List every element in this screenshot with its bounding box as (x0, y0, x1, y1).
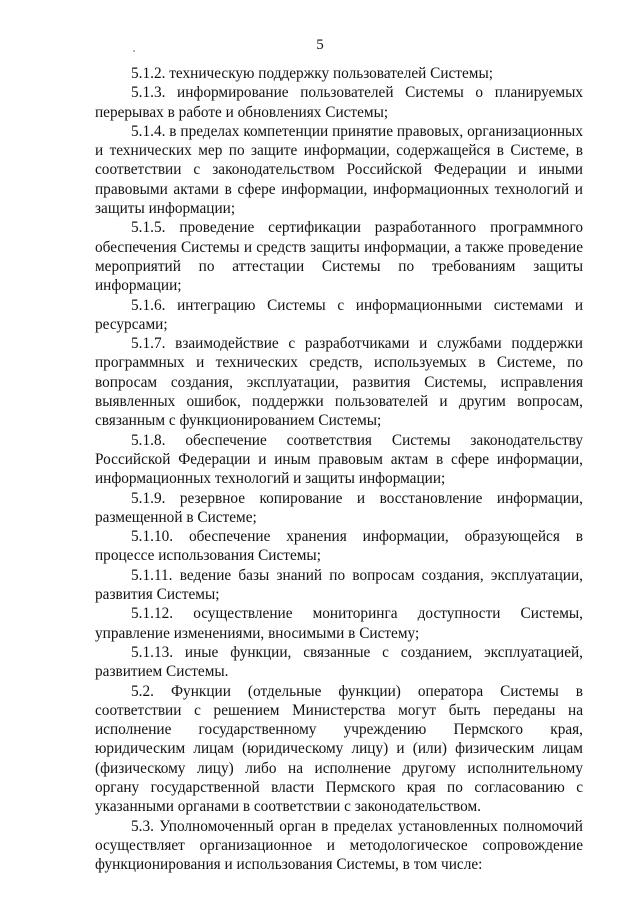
paragraph-5-1-3: 5.1.3. информирование пользователей Системы о планируемых перерывах в работе и обновлениях Системы; (95, 84, 583, 121)
paragraph-5-1-6: 5.1.6. интеграцию Системы с информационными системами и ресурсами; (95, 296, 583, 333)
paragraph-5-1-8: 5.1.8. обеспечение соответствия Системы законодательству Российской Федерации и иным правовым актам в сфере информации, информационных технологий и защиты информации; (95, 431, 583, 488)
paragraph-5-1-2: 5.1.2. техническую поддержку пользователей Системы; (131, 65, 493, 82)
paragraph-5-1-12: 5.1.12. осуществление мониторинга доступности Системы, управление изменениями, вносимыми в Систему; (95, 605, 583, 642)
scan-speck (133, 50, 135, 52)
paragraph-5-1-4: 5.1.4. в пределах компетенции принятие правовых, организационных и технических мер по защите информации, содержащейся в Системе, в соответствии с законодательством Российской Федерации и иными правовыми актами в сфере информации, информационных технологий и защиты информации; (95, 122, 583, 218)
paragraph-5-1-11: 5.1.11. ведение базы знаний по вопросам создания, эксплуатации, развития Системы; (95, 566, 583, 604)
page-number: 5 (316, 37, 324, 53)
paragraph-5-3: 5.3. Уполномоченный орган в пределах установленных полномочий осуществляет организационное и методологическое сопровождение функционирования и использования Системы, в том числе: (95, 817, 583, 874)
paragraph-5-2: 5.2. Функции (отдельные функции) оператора Системы в соответствии с решением Министерства могут быть переданы на исполнение государственному учреждению Пермского края, юридическим лицам (юридическому лицу) и (или) физическим лицам (физическому лицу) либо на исполнение другому исполнительному органу государственной власти Пермского края по согласованию с указанными органами в соответствии с законодательством. (95, 682, 583, 816)
paragraph-5-1-5: 5.1.5. проведение сертификации разработанного программного обеспечения Системы и средств защиты информации, а также проведение мероприятий по аттестации Системы по требованиям защиты информации; (95, 219, 583, 295)
paragraph-5-1-10: 5.1.10. обеспечение хранения информации, образующейся в процессе использования Системы; (95, 528, 583, 565)
paragraph-5-1-13: 5.1.13. иные функции, связанные с созданием, эксплуатацией, развитием Системы. (95, 643, 583, 681)
paragraph-5-1-7: 5.1.7. взаимодействие с разработчиками и службами поддержки программных и технических средств, используемых в Системе, по вопросам создания, эксплуатации, развития Системы, исправления выявленных ошибок, поддержки пользователей и другим вопросам, связанным с функционированием Системы; (95, 335, 583, 430)
paragraph-5-1-9: 5.1.9. резервное копирование и восстановление информации, размещенной в Системе; (95, 489, 583, 526)
body-text (95, 64, 583, 874)
